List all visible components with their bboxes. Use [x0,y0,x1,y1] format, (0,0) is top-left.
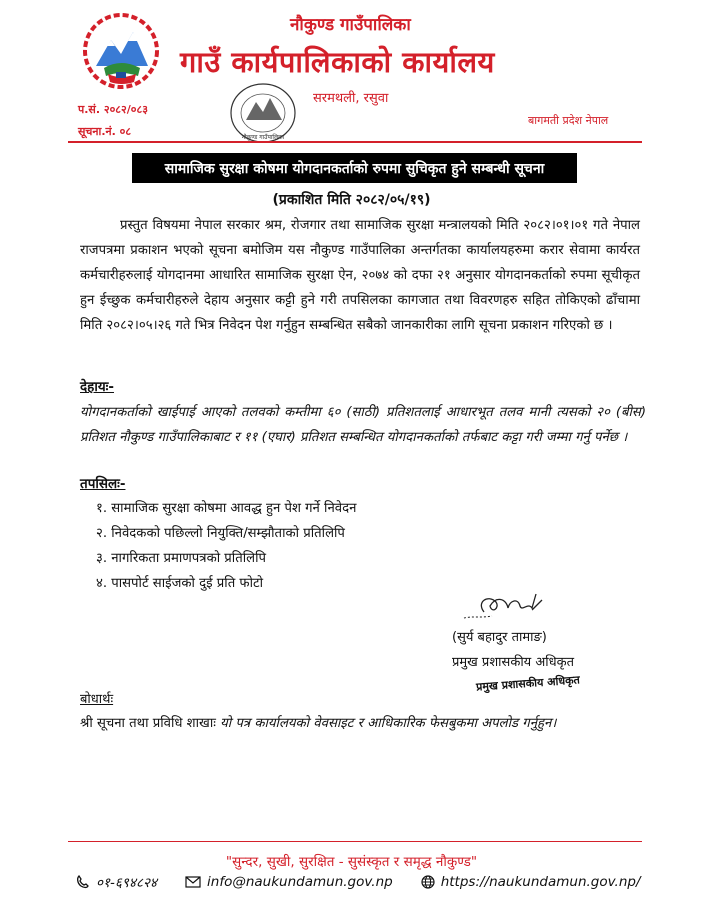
tapsil-heading: तपसिलः- [80,476,126,492]
bodharth-heading: बोधार्थः [80,692,114,707]
bodharth-recipient: श्री सूचना तथा प्रविधि शाखाः [80,716,216,731]
list-item: २. निवेदकको पछिल्लो नियुक्ति/सम्झौताको प्रतिलिपि [96,526,345,541]
list-item: ३. नागरिकता प्रमाणपत्रको प्रतिलिपि [96,551,267,566]
email-address[interactable]: info@naukundamun.gov.np [207,874,393,890]
footer-contact [76,873,666,891]
notice-number: सूचना.नं. ०८ [78,125,132,138]
published-date: (प्रकाशित मिति २०८२/०५/१९) [272,192,431,208]
dehay-text: योगदानकर्ताको खाईपाई आएको तलवको कम्तीमा ६० (साठी) प्रतिशतलाई आधारभूत तलव मानी त्यसको २० (बीस) प्रतिशत नौकुण्ड गाउँपालिकाबाट र ११ (एघार) प्रतिशत सम्बन्धित योगदानकर्ताको तर्फबाट कट्टा गरी जम्मा गर्नु पर्नेछ । [80,405,646,445]
list-item: १. सामाजिक सुरक्षा कोषमा आवद्ध हुन पेश गर्ने निवेदन [96,501,357,516]
email-contact[interactable] [185,874,393,890]
header-divider [68,141,642,143]
bodharth-line [80,713,556,731]
mail-icon [185,876,201,888]
reference-number: प.सं. २०८२/०८३ [78,103,148,116]
signer-name: (सुर्य बहादुर तामाङ) [452,630,547,645]
dehay-heading: देहायः- [80,379,114,395]
list-item: ४. पासपोर्ट साईजको दुई प्रति फोटो [96,576,264,591]
notice-body: प्रस्तुत विषयमा नेपाल सरकार श्रम, रोजगार तथा सामाजिक सुरक्षा मन्त्रालयको मिति २०८२।०१।०१ गते नेपाल राजपत्रमा प्रकाशन भएको सूचना बमोजिम यस नौकुण्ड गाउँपालिका अन्तर्गतका कार्यालयहरुमा करार सेवामा कार्यरत कर्मचारीहरुलाई योगदानमा आधारित सामाजिक सुरक्षा ऐन, २०७४ को दफा २१ अनुसार योगदानकर्ताको रुपमा सूचीकृत हुन ईच्छुक कर्मचारीहरुले देहाय अनुसार कट्टी हुने गरी तपसिलका कागजात तथा विवरणहरु सहित तोकिएको ढाँचामा मिति २०८२।०५।२६ गते भित्र निवेदन पेश गर्नुहुन सम्बन्धित सबैको जानकारीका लागि सूचना प्रकाशन गरिएको छ । [80,218,640,333]
office-location: सरमथली, रसुवा [313,91,389,106]
globe-icon [421,875,435,889]
office-seal [228,82,298,144]
tapsil-list [96,496,356,596]
phone-contact [76,873,157,891]
province-name: बागमती प्रदेश नेपाल [528,114,609,127]
footer-divider [68,841,642,842]
handwritten-signature [462,588,552,624]
website-link[interactable]: https://naukundamun.gov.np/ [440,874,641,890]
website-contact[interactable] [421,874,641,890]
signer-title: प्रमुख प्रशासकीय अधिकृत [452,655,575,670]
phone-number: ०१-६९४८२४ [96,875,158,891]
designation-stamp: प्रमुख प्रशासकीय अधिकृत [475,673,581,694]
notice-title-banner [132,153,577,183]
footer-slogan: "सुन्दर, सुखी, सुरक्षित - सुसंस्कृत र समृद्ध नौकुण्ड" [225,854,478,870]
svg-text:नौकुण्ड गाउँपालिका: नौकुण्ड गाउँपालिका [241,134,285,141]
bodharth-instruction: यो पत्र कार्यालयको वेवसाइट र आधिकारिक फेसबुकमा अपलोड गर्नुहुन। [220,716,557,731]
office-title: गाउँ कार्यपालिकाको कार्यालय [180,45,495,79]
nepal-emblem [78,10,164,92]
notice-title: सामाजिक सुरक्षा कोषमा योगदानकर्ताको रुपमा सुचिकृत हुने सम्बन्धी सूचना [164,160,545,177]
phone-icon [76,875,90,889]
gaupalika-name: नौकुण्ड गाउँपालिका [290,15,411,35]
